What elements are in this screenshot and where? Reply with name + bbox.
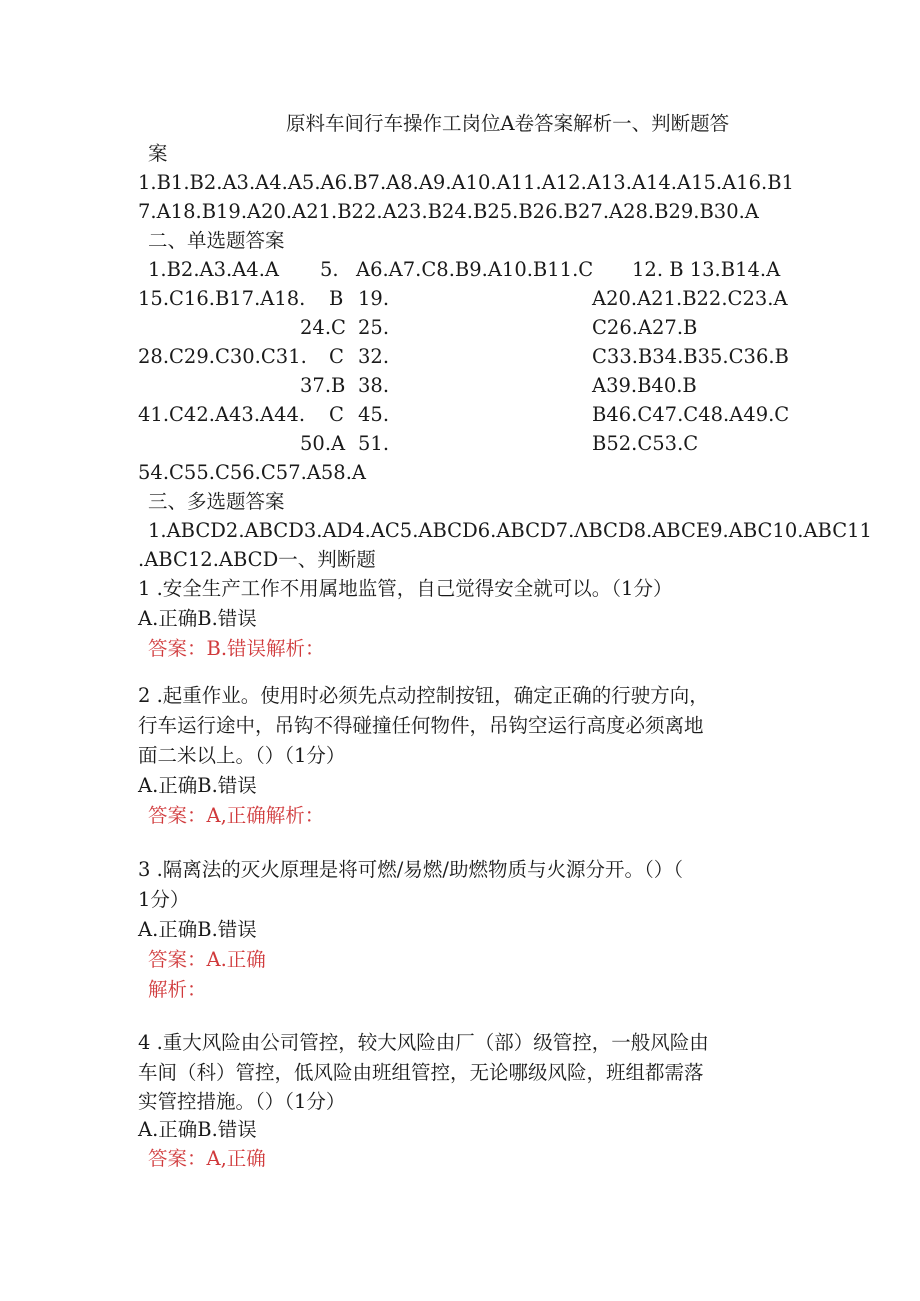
single-choice-heading: 二、单选题答案 (148, 229, 285, 252)
single-answer-cell: 28.C29.C30.C31. (138, 345, 307, 368)
question-text: 面二米以上。（）（1分） (138, 744, 346, 767)
question-answer: 答案：A,正确 (148, 1147, 266, 1170)
question-answer: 答案：A.正确 (148, 948, 266, 971)
single-answer-cell: C26.A27.B (592, 316, 698, 339)
single-answer-cell: A6.A7.C8.B9.A10.B11.C (356, 258, 594, 281)
single-answer-cell: C (329, 345, 344, 368)
question-options: A.正确B.错误 (138, 774, 257, 797)
single-answer-cell: 5. (320, 258, 339, 281)
question-options: A.正确B.错误 (138, 1118, 257, 1141)
question-text: 行车运行途中，吊钩不得碰撞任何物件，吊钩空运行高度必须离地 (138, 714, 704, 737)
question-answer: 答案：B.错误解析： (148, 637, 325, 660)
single-answer-cell: 54.C55.C56.C57.A58.A (138, 461, 366, 484)
single-answer-cell: 24.C (300, 316, 346, 339)
question-options: A.正确B.错误 (138, 607, 257, 630)
single-answer-cell: 25. (358, 316, 390, 339)
doc-title: 原料车间行车操作工岗位A卷答案解析一、判断题答 (286, 112, 730, 135)
question-analysis: 解析： (148, 978, 207, 1001)
doc-title-cont: 案 (148, 142, 168, 165)
question-answer: 答案：A,正确解析： (148, 804, 325, 827)
single-answer-cell: C33.B34.B35.C36.B (592, 345, 789, 368)
question-text: 1分） (138, 888, 190, 911)
question-text: 车间（科）管控，低风险由班组管控，无论哪级风险，班组都需落 (138, 1061, 704, 1084)
multi-answers-line: .ABC12.ABCD一、判断题 (138, 548, 376, 571)
single-answer-cell: A39.B40.B (592, 374, 697, 397)
question-text: 1 .安全生产工作不用属地监管，自己觉得安全就可以。（1分） (138, 577, 673, 600)
question-text: 3 .隔离法的灭火原理是将可燃/易燃/助燃物质与火源分开。（）（ (138, 858, 683, 881)
question-options: A.正确B.错误 (138, 918, 257, 941)
single-answer-cell: 41.C42.A43.A44. (138, 403, 306, 426)
question-text: 2 .起重作业。使用时必须先点动控制按钮，确定正确的行驶方向， (138, 684, 709, 707)
question-text: 实管控措施。（）（1分） (138, 1090, 346, 1113)
single-answer-cell: 15.C16.B17.A18. (138, 287, 306, 310)
judge-answers-line: 7.A18.B19.A20.A21.B22.A23.B24.B25.B26.B27.A28.B29.B30.A (138, 200, 759, 223)
single-answer-cell: 32. (358, 345, 390, 368)
single-answer-cell: 37.B (300, 374, 346, 397)
single-answer-cell: B46.C47.C48.A49.C (592, 403, 790, 426)
single-answer-cell: C (329, 403, 344, 426)
multi-answers-line: 1.ABCD2.ABCD3.AD4.AC5.ABCD6.ABCD7.ΛBCD8.ABCE9.ABC10.ABC11 (148, 519, 872, 542)
single-answer-cell: A20.A21.B22.C23.A (592, 287, 788, 310)
judge-answers-line: 1.B1.B2.A3.A4.A5.A6.B7.A8.A9.A10.A11.A12.A13.A14.A15.A16.B1 (138, 171, 794, 194)
single-answer-cell: 1.B2.A3.A4.A (148, 258, 279, 281)
single-answer-cell: B52.C53.C (592, 432, 699, 455)
single-answer-cell: 51. (358, 432, 390, 455)
single-answer-cell: 19. (358, 287, 390, 310)
single-answer-cell: B (329, 287, 344, 310)
single-answer-cell: 50.A (300, 432, 346, 455)
question-text: 4 .重大风险由公司管控，较大风险由厂（部）级管控，一般风险由 (138, 1031, 709, 1054)
multi-choice-heading: 三、多选题答案 (148, 490, 285, 513)
single-answer-cell: 38. (358, 374, 390, 397)
single-answer-cell: 45. (358, 403, 390, 426)
single-answer-cell: 12. B 13.B14.A (632, 258, 781, 281)
